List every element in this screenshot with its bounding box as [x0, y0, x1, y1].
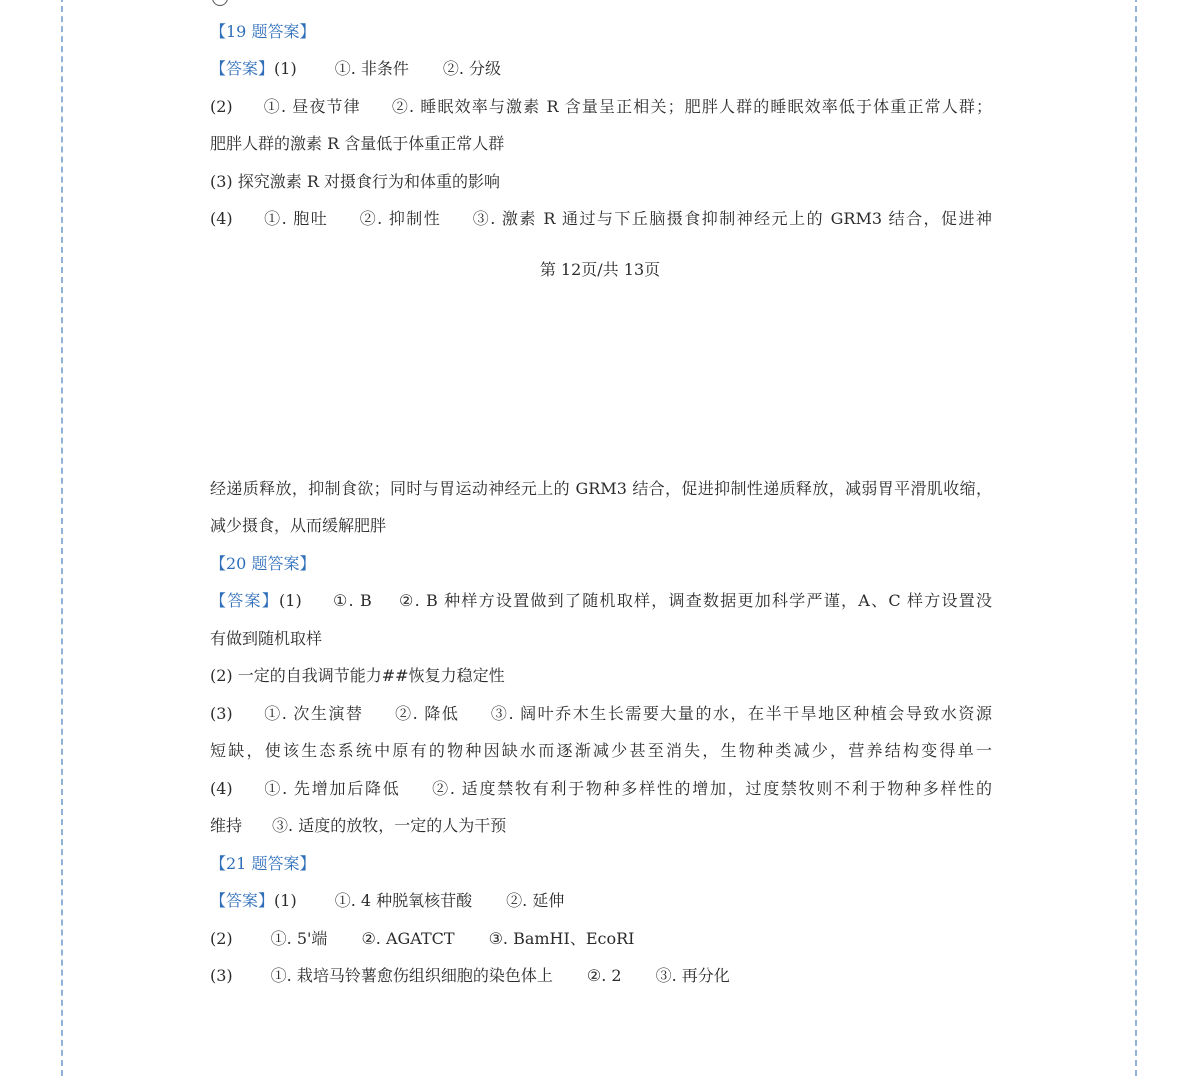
- part-number: (3): [210, 966, 233, 985]
- part-number: (2): [210, 97, 233, 116]
- answer-item: ③. 再分化: [655, 966, 730, 985]
- q19-answer-line-2: [210, 97, 992, 117]
- answer-item: ①. 昼夜节律: [262, 97, 361, 116]
- answer-item: ③. 激素 R 通过与下丘脑摄食抑制神经元上的 GRM3 结合，促进神: [471, 209, 992, 228]
- answer-item: ①. 5'端: [270, 929, 328, 948]
- answer-item: ②. 延伸: [506, 891, 565, 910]
- q20-answer-line-4: [210, 704, 992, 724]
- answer-label: 【答案】: [210, 591, 280, 610]
- q20-answer-line-6: [210, 779, 992, 799]
- q20-answer-line-7: [210, 816, 992, 836]
- answer-item: ②. 分级: [442, 59, 502, 78]
- q19-answer-line-7: 减少摄食，从而缓解肥胖: [210, 516, 387, 535]
- part-number: (1): [274, 59, 297, 78]
- answer-item: ③. BamHI、EcoRI: [488, 929, 635, 948]
- q20-answer-line-5: 短缺，使该生态系统中原有的物种因缺水而逐渐减少甚至消失，生物种类减少，营养结构变得单一: [210, 741, 992, 760]
- q21-answer-line-1: [210, 891, 992, 911]
- answer-item: ①. 4 种脱氧核苷酸: [334, 891, 473, 910]
- answer-item: ②. 2: [586, 966, 622, 985]
- answer-item: ②. 降低: [393, 704, 460, 723]
- answer-item: ②. 适度禁牧有利于物种多样性的增加，过度禁牧则不利于物种多样性的: [430, 779, 992, 798]
- q19-answer-line-3: 肥胖人群的激素 R 含量低于体重正常人群: [210, 134, 505, 153]
- answer-label: 【答案】: [210, 59, 275, 78]
- q19-answer-line-5: [210, 209, 992, 229]
- answer-item: ①. B: [331, 591, 372, 610]
- q21-answer-line-3: [210, 966, 992, 986]
- page-footer: 第 12页/共 13页: [539, 260, 661, 279]
- answer-item: ③. 适度的放牧，一定的人为干预: [272, 816, 507, 835]
- answer-item: ②. AGATCT: [361, 929, 455, 948]
- q19-answer-line-6: 经递质释放，抑制食欲；同时与胃运动神经元上的 GRM3 结合，促进抑制性递质释放，减弱胃平滑肌收缩，: [210, 479, 992, 498]
- answer-item: ①. 先增加后降低: [262, 779, 401, 798]
- q19-answer-line-4: (3) 探究激素 R 对摄食行为和体重的影响: [210, 172, 500, 191]
- answer-item: ②. 睡眠效率与激素 R 含量呈正相关；肥胖人群的睡眠效率低于体重正常人群；: [390, 97, 992, 116]
- q21-answer-line-2: [210, 929, 992, 949]
- answer-item: ②. 抑制性: [358, 209, 442, 228]
- part-number: (4): [210, 779, 233, 798]
- q19-heading: 【19 题答案】: [210, 22, 316, 41]
- q21-heading: 【21 题答案】: [210, 854, 316, 873]
- q20-answer-line-3: (2) 一定的自我调节能力##恢复力稳定性: [210, 666, 505, 685]
- part-number: (1): [279, 591, 302, 610]
- part-number: (3): [210, 704, 233, 723]
- q19-answer-line-1: [210, 59, 992, 79]
- part-number: (1): [274, 891, 297, 910]
- answer-label: 【答案】: [210, 891, 275, 910]
- answer-item: 维持: [210, 816, 243, 835]
- q20-heading: 【20 题答案】: [210, 554, 316, 573]
- q20-answer-line-1: [210, 591, 992, 611]
- part-number: (2): [210, 929, 233, 948]
- part-number: (4): [210, 209, 233, 228]
- answer-item: ①. 栽培马铃薯愈伤组织细胞的染色体上: [270, 966, 553, 985]
- q20-answer-line-2: 有做到随机取样: [210, 629, 323, 648]
- answer-item: ①. 次生演替: [262, 704, 364, 723]
- answer-item: ③. 阔叶乔木生长需要大量的水，在半干旱地区种植会导致水资源: [489, 704, 992, 723]
- page-frame: [61, 0, 1137, 1076]
- answer-item: ②. B 种样方设置做到了随机取样，调查数据更加科学严谨，A、C 样方设置没: [397, 591, 992, 610]
- answer-item: ①. 胞吐: [262, 209, 329, 228]
- answer-item: ①. 非条件: [334, 59, 409, 78]
